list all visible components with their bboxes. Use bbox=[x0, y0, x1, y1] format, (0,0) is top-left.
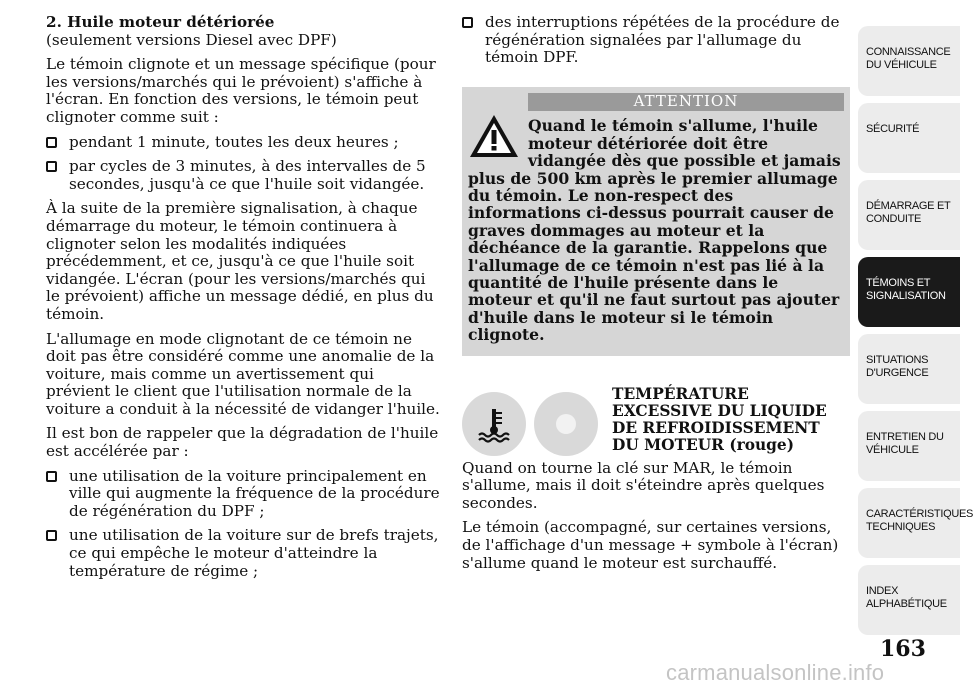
list-item: des interruptions répétées de la procédure de régénération signalées par l'allumage du témoin DPF. bbox=[462, 14, 850, 67]
middle-column bbox=[462, 14, 850, 579]
list-item: une utilisation de la voiture principalement en ville qui augmente la fréquence de la procédure de régénération du DPF ; bbox=[46, 468, 441, 521]
checkbox-bullet-icon bbox=[46, 471, 57, 482]
warning-triangle-icon bbox=[468, 113, 520, 159]
watermark: carmanualsonline.info bbox=[666, 660, 885, 685]
tab-caracteristiques-techniques[interactable]: CARACTÉRISTIQUES TECHNIQUES bbox=[858, 488, 960, 558]
coolant-temperature-section bbox=[462, 386, 850, 460]
list-item: une utilisation de la voiture sur de brefs trajets, ce qui empêche le moteur d'atteindre la température de régime ; bbox=[46, 527, 441, 580]
list-item: pendant 1 minute, toutes les deux heures ; bbox=[46, 134, 441, 152]
list-item: par cycles de 3 minutes, à des intervalles de 5 secondes, jusqu'à ce que l'huile soit vidangée. bbox=[46, 158, 441, 193]
paragraph: Il est bon de rappeler que la dégradation de l'huile est accélérée par : bbox=[46, 424, 439, 461]
checkbox-bullet-icon bbox=[46, 530, 57, 541]
warning-text: Quand le témoin s'allume, l'huile moteur détériorée doit être vidangée dès que possible et jamais plus de 500 km après le premier allumage du témoin. Le non-respect des informations ci-dessus pourrait causer de graves dommages au moteur et la déchéance de la garantie. Rappelons que l'allumage de ce témoin n'est pas lié à la quantité de l'huile présente dans le moteur et qu'il ne faut surtout pas ajouter d'huile dans le moteur si le témoin clignote. bbox=[468, 116, 841, 345]
paragraph: L'allumage en mode clignotant de ce témoin ne doit pas être considéré comme une anomalie de la voiture, mais comme un avertissement qui prévient le client que l'utilisation normale de la voiture a conduit à la nécessité de vidanger l'huile. bbox=[46, 329, 440, 418]
tab-demarrage-et-conduite[interactable]: DÉMARRAGE ET CONDUITE bbox=[858, 180, 960, 250]
paragraph: Le témoin clignote et un message spécifique (pour les versions/marchés qui le prévoient) s'affiche à l'écran. En fonction des versions, le témoin peut clignoter comme suit : bbox=[46, 55, 436, 126]
checkbox-bullet-icon bbox=[462, 17, 473, 28]
left-column bbox=[46, 14, 441, 587]
paragraph: Le témoin (accompagné, sur certaines versions, de l'affichage d'un message + symbole à l'écran) s'allume quand le moteur est surchauffé. bbox=[462, 518, 839, 572]
coolant-temperature-title: TEMPÉRATURE EXCESSIVE DU LIQUIDE DE REFROIDISSEMENT DU MOTEUR (rouge) bbox=[612, 384, 827, 454]
tab-entretien-du-vehicule[interactable]: ENTRETIEN DU VÉHICULE bbox=[858, 411, 960, 481]
section-subheading: (seulement versions Diesel avec DPF) bbox=[46, 30, 337, 49]
tab-connaissance-du-vehicule[interactable]: CONNAISSANCE DU VÉHICULE bbox=[858, 26, 960, 96]
section-heading: 2. Huile moteur détériorée bbox=[46, 13, 275, 31]
tab-index-alphabetique[interactable]: INDEX ALPHABÉTIQUE bbox=[858, 565, 960, 635]
paragraph: Quand on tourne la clé sur MAR, le témoin s'allume, mais il doit s'éteindre après quelques secondes. bbox=[462, 458, 825, 512]
warning-title: ATTENTION bbox=[528, 93, 844, 112]
tab-securite[interactable]: SÉCURITÉ bbox=[858, 103, 960, 173]
chapter-sidebar bbox=[858, 26, 973, 642]
warning-light-icon bbox=[534, 392, 598, 456]
paragraph: À la suite de la première signalisation, à chaque démarrage du moteur, le témoin continuera à clignoter selon les modalités indiquées précédemment, et ce, jusqu'à ce que l'huile soit vidangée. L'écran (pour les versions/marchés qui le prévoient) affiche un message dédié, en plus du témoin. bbox=[46, 199, 434, 323]
checkbox-bullet-icon bbox=[46, 137, 57, 148]
tab-temoins-et-signalisation[interactable]: TÉMOINS ET SIGNALISATION bbox=[858, 257, 960, 327]
page-number: 163 bbox=[880, 636, 926, 662]
checkbox-bullet-icon bbox=[46, 161, 57, 172]
tab-situations-d-urgence[interactable]: SITUATIONS D'URGENCE bbox=[858, 334, 960, 404]
coolant-temperature-icon bbox=[462, 392, 526, 456]
warning-box bbox=[462, 87, 850, 356]
